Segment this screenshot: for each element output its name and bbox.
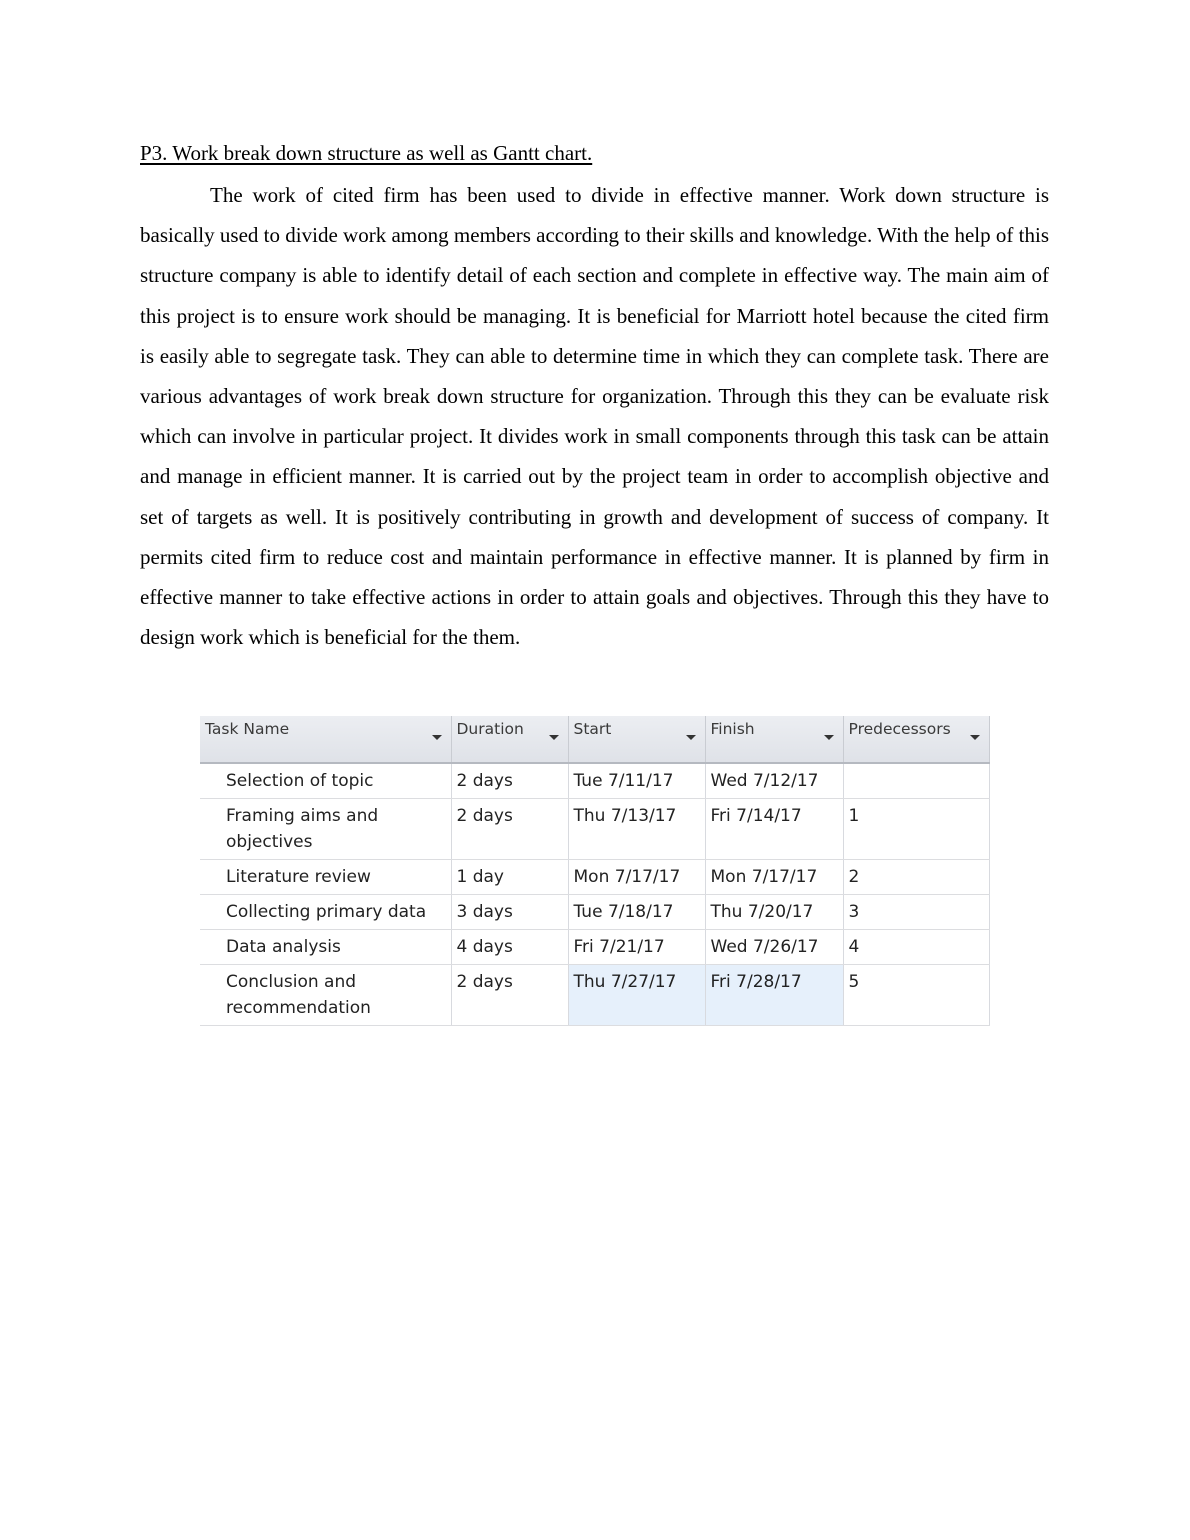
table-row: [200, 860, 989, 895]
dropdown-arrow-icon: [686, 735, 696, 740]
header-duration: [451, 716, 568, 763]
header-label: Predecessors: [848, 720, 951, 738]
dropdown-arrow-icon: [549, 735, 559, 740]
duration-cell: 3 days: [451, 895, 568, 930]
predecessors-cell: 4: [843, 930, 989, 965]
task-name-cell: Conclusion and recommendation: [200, 965, 451, 1026]
start-cell: Tue 7/18/17: [568, 895, 705, 930]
header-predecessors: [843, 716, 989, 763]
table-header-row: [200, 716, 989, 763]
dropdown-arrow-icon: [970, 735, 980, 740]
duration-cell: 1 day: [451, 860, 568, 895]
start-cell: Tue 7/11/17: [568, 763, 705, 799]
predecessors-cell: 3: [843, 895, 989, 930]
duration-cell: 2 days: [451, 763, 568, 799]
header-start: [568, 716, 705, 763]
body-paragraph: The work of cited firm has been used to divide in effective manner. Work down structure is basically used to divide work among members according to their skills and knowledge. With the help of this structure company is able to identify detail of each section and complete in effective way. The main aim of this project is to ensure work should be managing. It is beneficial for Marriott hotel because the cited firm is easily able to segregate task. They can able to determine time in which they can complete task. There are various advantages of work break down structure for organization. Through this they can be evaluate risk which can involve in particular project. It divides work in small components through this task can be attain and manage in efficient manner. It is carried out by the project team in order to accomplish objective and set of targets as well. It is positively contributing in growth and development of success of company. It permits cited firm to reduce cost and maintain performance in effective manner. It is planned by firm in effective manner to take effective actions in order to attain goals and objectives. Through this they have to design work which is beneficial for the them.: [140, 183, 1049, 650]
predecessors-cell: 5: [843, 965, 989, 1026]
task-table: [200, 716, 990, 1026]
finish-cell: Fri 7/14/17: [705, 799, 843, 860]
predecessors-cell: 1: [843, 799, 989, 860]
header-task-name: [200, 716, 451, 763]
section-heading: P3. Work break down structure as well as Gantt chart.: [140, 141, 593, 165]
start-cell: Thu 7/27/17: [568, 965, 705, 1026]
task-name-cell: Framing aims and objectives: [200, 799, 451, 860]
finish-cell: Wed 7/12/17: [705, 763, 843, 799]
table-row: [200, 895, 989, 930]
finish-cell: Thu 7/20/17: [705, 895, 843, 930]
task-name-cell: Literature review: [200, 860, 451, 895]
task-name-cell: Collecting primary data: [200, 895, 451, 930]
header-finish: [705, 716, 843, 763]
finish-cell: Wed 7/26/17: [705, 930, 843, 965]
dropdown-arrow-icon: [824, 735, 834, 740]
header-label: Start: [573, 720, 612, 738]
table-row: [200, 799, 989, 860]
start-cell: Mon 7/17/17: [568, 860, 705, 895]
start-cell: Fri 7/21/17: [568, 930, 705, 965]
finish-cell: Mon 7/17/17: [705, 860, 843, 895]
duration-cell: 4 days: [451, 930, 568, 965]
predecessors-cell: 2: [843, 860, 989, 895]
header-label: Finish: [710, 720, 755, 738]
table-row: [200, 930, 989, 965]
table-row: [200, 965, 989, 1026]
start-cell: Thu 7/13/17: [568, 799, 705, 860]
header-label: Duration: [456, 720, 524, 738]
header-label: Task Name: [205, 720, 290, 738]
task-name-cell: Data analysis: [200, 930, 451, 965]
finish-cell: Fri 7/28/17: [705, 965, 843, 1026]
task-name-cell: Selection of topic: [200, 763, 451, 799]
predecessors-cell: [843, 763, 989, 799]
duration-cell: 2 days: [451, 965, 568, 1026]
duration-cell: 2 days: [451, 799, 568, 860]
dropdown-arrow-icon: [432, 735, 442, 740]
table-row: [200, 763, 989, 799]
task-table-image: [200, 716, 989, 1026]
